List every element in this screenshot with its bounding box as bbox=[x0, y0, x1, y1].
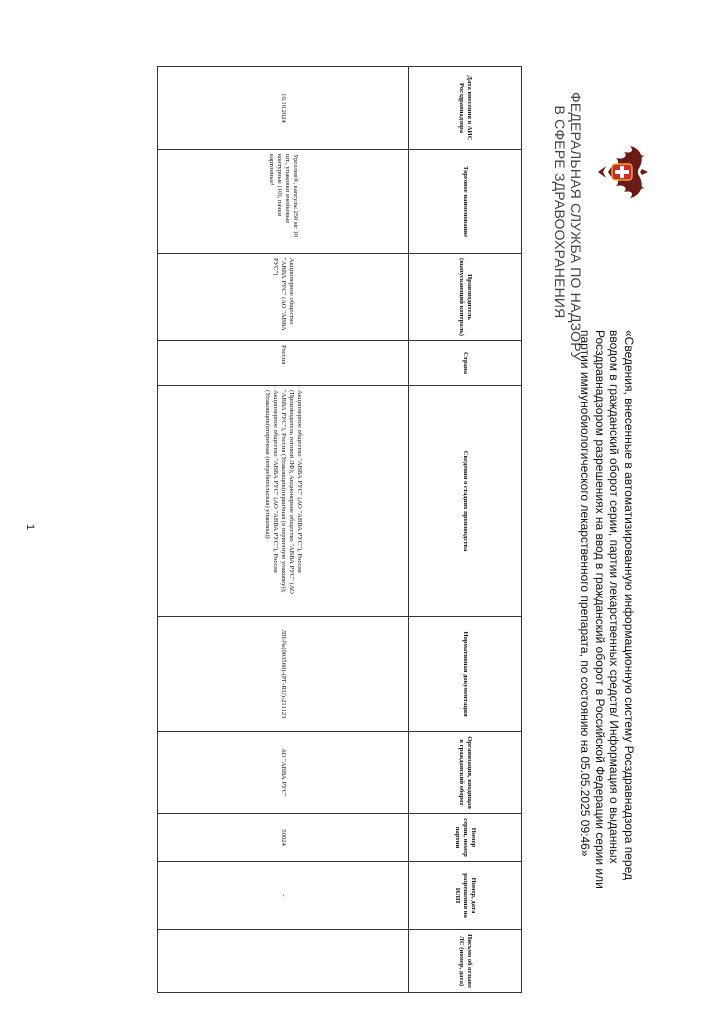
agency-name-line-1: ФЕДЕРАЛЬНАЯ СЛУЖБА ПО НАДЗОРУ bbox=[568, 92, 584, 361]
document-heading: «Сведения, внесенные в автоматизированную информационную систему Росздравнадзора перед вводом в гражданский оборот серии, партии лекарственных средств/ Информация о выданных Росздравнадзором разрешениях на ввод в гражданский оборот в Российской Федерации серии или партии иммунобиологического лекарственного препарата, по состоянию на 05.05.2025 09:46» bbox=[578, 330, 636, 889]
cell-regulatory-docs: ЛП-№(003560)-(РГ-RU)-211123 bbox=[158, 617, 409, 732]
header-entry-date: Дата внесения в АИС Росздравнадзора bbox=[409, 67, 522, 150]
table-header-row bbox=[409, 67, 522, 993]
cell-manufacturer: Акционерное общество "АВВА РУС" (АО "АВВА РУС") bbox=[158, 254, 409, 341]
header-recall-letter: Письмо об отзыве ЛС (номер, дата) bbox=[409, 930, 522, 993]
cell-distributor: АО "АВВА РУС" bbox=[158, 732, 409, 814]
header-production-stages: Сведения о стадиях производства bbox=[409, 386, 522, 617]
header-distributor: Организация, вводящая в гражданский оборот bbox=[409, 732, 522, 814]
cell-permit-number: - bbox=[158, 862, 409, 930]
cell-recall-letter bbox=[158, 930, 409, 993]
double-headed-eagle-emblem-icon bbox=[590, 140, 654, 204]
registry-table bbox=[157, 66, 522, 993]
header-country: Страна bbox=[409, 341, 522, 386]
page-number: 1 bbox=[24, 524, 36, 531]
table-row bbox=[158, 67, 409, 993]
header-trade-name: Торговое наименование bbox=[409, 150, 522, 254]
cell-entry-date: 10.10.2024 bbox=[158, 67, 409, 150]
cell-trade-name: Урсолив®, капсулы 250 мг 10 шт., упаковки ячейковые контурные (10), пачки картонные¹ bbox=[158, 150, 409, 254]
cell-production-stages: Акционерное общество "АВВА РУС" (АО "АВВА РУС"), Россия (Производитель готовой ЛФ); Акционерное общество "АВВА РУС" (АО "АВВА РУС"), Россия (Упаковщик(первичная (в первичную упаковку)); Акционерное общество "АВВА РУС" (АО "АВВА РУС"), Россия (Упаковщик(вторичная (потребительская) упаковка)) bbox=[158, 386, 409, 617]
cell-batch-number: 50024 bbox=[158, 814, 409, 862]
header-permit-number: Номер, дата разрешения на ИЛП bbox=[409, 862, 522, 930]
cell-country: Россия bbox=[158, 341, 409, 386]
header-manufacturer: Производитель (выпускающий контроль) bbox=[409, 254, 522, 341]
header-batch-number: Номер серии, номер партии bbox=[409, 814, 522, 862]
agency-name bbox=[552, 92, 584, 361]
agency-name-line-2: В СФЕРЕ ЗДРАВООХРАНЕНИЯ bbox=[552, 105, 568, 319]
header-regulatory-docs: Нормативная документация bbox=[409, 617, 522, 732]
